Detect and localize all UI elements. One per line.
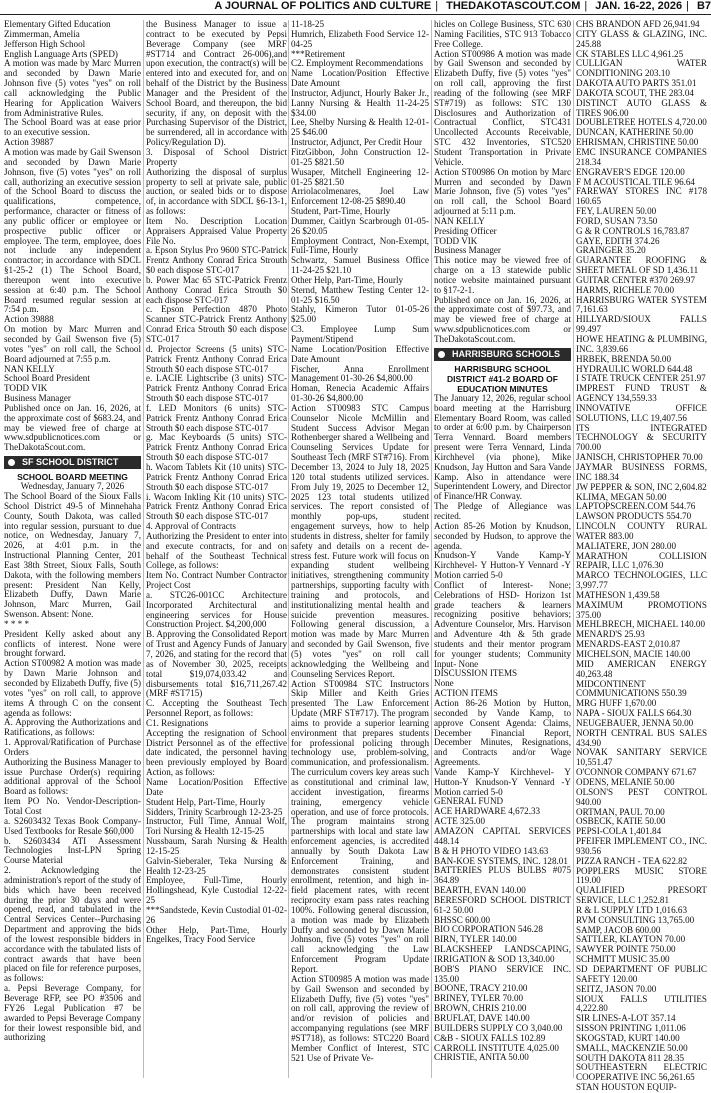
text-line: BRUFLAT, DAVE 140.00 bbox=[434, 1013, 530, 1023]
text-line: NAN KELLY bbox=[4, 363, 55, 374]
text-line: MID AMERICAN ENERGY 40,263.48 bbox=[576, 658, 707, 679]
column-3 bbox=[291, 20, 429, 1078]
text-line: SAMP, JACOB 600.00 bbox=[576, 924, 661, 935]
text-line: 1. Approval/Ratification of Purchase Orders bbox=[4, 737, 141, 757]
text-line: Instructor, Adjunct, Per Credit Hour bbox=[291, 137, 422, 148]
text-line: Sidders, Trinity Scarbrough 12-23-25 bbox=[146, 806, 283, 817]
text-line: HARRISBURG WATER SYSTEM 7,161.63 bbox=[576, 294, 707, 315]
text-line: PEPSI-COLA 1,401.84 bbox=[576, 826, 662, 837]
text-line: GUITAR CENTER #370 269.97 bbox=[576, 274, 695, 285]
text-line: The School Board of the Sioux Falls School District 49-5 of Minnehaha County, South Dakota, was called into regular session, pursuant to due notice, on Wednesday, January 7, 2026, at 4:01 p.m. in the Instructional Planning Center, 201 East 38th Street, Sioux Falls, South Dakota, with the following members present: President Nan Kelly, Elizabeth Duffy, Dawn Marie Johnson, Marc Murren, Gail Swenson. Absent: None. bbox=[4, 490, 141, 620]
text-line: The January 12, 2026, regular school board meeting at the Harrisburg Elementary Board Room, was called to order at 6:00 p.m. by Chairperson Terra Vennard. Board members present were Terra Vennard, Linda Kirchhevel (via phone), Mike Knudson, Jay Hutton and Sara Vande Kamp. Also in attendance were Superintendent Lowery, and Director of Finance/HR Conway. bbox=[434, 392, 571, 502]
text-line: SATTLER, KLAYTON 70.00 bbox=[576, 934, 686, 945]
text-line: Instructor, Full Time, Annual Wolf, Tori Nursing & Health 12-15-25 bbox=[146, 816, 287, 837]
page-number: B7 bbox=[696, 0, 711, 12]
column-1 bbox=[4, 20, 141, 1078]
text-line: a. Pepsi Beverage Company, for Beverage RFP, see PO #3506 and FY26 Legal Publication #7 be awarded to Pepsi Beverage Company for their lowest responsible bid, and authorizing bbox=[4, 983, 141, 1043]
text-line: Knudson-Y Vande Kamp-Y Kirchhevel- Y Hutton-Y Vennard -Y Motion carried 5-0 bbox=[434, 550, 571, 581]
text-line: Other Help, Part-Time, Hourly Engelkes, Tracy Food Service bbox=[146, 924, 287, 945]
text-line: CULLIGAN WATER CONDITIONING 203.10 bbox=[576, 58, 707, 79]
issue-date: JAN. 16-22, 2026 bbox=[595, 0, 683, 12]
text-line: Student, Part-Time, Hourly bbox=[291, 206, 391, 217]
text-line: a. STC26-001CC Architecture Incorporated Architectural and engineering services for House Construction Project. $4,200,000 bbox=[146, 589, 287, 630]
text-line: Vande Kamp-Y Kirchhevel- Y Hutton-Y Knudson-Y Vennard -Y Motion carried 5-0 bbox=[434, 766, 571, 797]
text-line: Elementary Gifted Education bbox=[4, 19, 111, 29]
text-line: HARMS, RICHELE 70.00 bbox=[576, 284, 675, 295]
text-line: CHS BRANDON AFD 26,941.94 bbox=[576, 19, 700, 29]
text-line: b. Power Mac 65 STC-Patrick Frentz Anthony Conrad Erica Strouth $0 each dispose STC-017 bbox=[146, 274, 287, 305]
column-divider bbox=[143, 20, 144, 1078]
text-line: ENGRAVER'S EDGE 120.00 bbox=[576, 166, 685, 177]
text-line: Homan, Renecia Academic Affairs 01-30-26 $4,800.00 bbox=[291, 383, 429, 404]
text-line: SD DEPARTMENT OF PUBLIC SAFETY 120.00 bbox=[576, 964, 707, 984]
text-line: PIZZA RANCH - TEA 622.82 bbox=[576, 855, 688, 866]
text-line: KLIMA, MEGAN 50.00 bbox=[576, 491, 667, 502]
text-line: CHRISTIE, ANITA 50.00 bbox=[434, 1052, 529, 1063]
text-line: a. Epson Stylus Pro 9600 STC-Patrick Frentz Anthony Conrad Erica Strouth $0 each dispose STC-017 bbox=[146, 245, 287, 276]
text-line: c. Epson Perfection 4870 Photo Scanner STC-Patrick Frentz Anthony Conrad Erica Strouth $0 each dispose STC-017 bbox=[146, 304, 287, 344]
text-line: FitzGibbon, John Construction 12-01-25 $821.50 bbox=[291, 146, 429, 167]
masthead: A JOURNAL OF POLITICS AND CULTURE | THEDAKOTASCOUT.COM | JAN. 16-22, 2026 | B7 bbox=[0, 0, 711, 15]
text-line: EHRISMAN, CHRISTINE 50.00 bbox=[576, 137, 699, 148]
text-line: the Business Manager to issue a contract to be executed by Pepsi Beverage Company (see MRF #ST714 and Contract 26-006),and upon execution, the contract(s) will be entered into and executed for, and on behalf of the District by the Business Manager and the President of the School Board, and thereupon, the bid security, if any, on deposit with the Purchasing Supervisor of the District, be surrendered, all in accordance with Policy/Regulation D). bbox=[146, 19, 287, 148]
text-line: SOUTHEASTERN ELECTRIC COOPERATIVE INC 56,261.65 bbox=[576, 1062, 707, 1083]
text-line: Conflict of Interest- None; Celebrations of HSD- Horizon 1st grade teachers & learners recognizing positive behaviors; Adventure Counselor, Mrs. Harvison and Adventure 4th & 5th grade students and their mentor program for younger students; Community Input- None bbox=[434, 579, 571, 669]
text-line: JW PEPPER & SON, INC 2,604.82 bbox=[576, 481, 707, 492]
text-line: OLSON'S PEST CONTROL 940.00 bbox=[576, 786, 707, 807]
text-line: d. Projector Screens (5 units) STC-Patrick Frentz Anthony Conrad Erica Strouth $0 each dispose STC-017 bbox=[146, 343, 287, 374]
text-line: 11-18-25 bbox=[291, 19, 325, 29]
text-line: INNOVATIVE OFFICE SOLUTIONS, LLC 19,407.56 bbox=[576, 402, 707, 423]
text-line: LINCOLN COUNTY RURAL WATER 883.00 bbox=[576, 521, 707, 541]
text-line: Zimmerman, Amelia bbox=[4, 28, 80, 39]
text-line: C. Accepting the Southeast Tech Personnel Report, as follows: bbox=[146, 698, 287, 719]
meeting-date: Wednesday, January 7, 2026 bbox=[20, 481, 125, 492]
text-line: English Language Arts (SPED) bbox=[4, 48, 118, 59]
text-line: G & R CONTROLS 16,783.87 bbox=[576, 225, 690, 236]
text-line: SMALL, MACKENZIE 50.00 bbox=[576, 1042, 688, 1053]
text-line: Action 85-26 Motion by Knudson, seconded by Hudson, to approve the agenda. bbox=[434, 520, 571, 551]
text-line: I STATE TRUCK CENTER 251.97 bbox=[576, 373, 706, 384]
text-line: Action 86-26 Motion by Hutton, seconded by Vande Kamp, to approve Consent Agenda: Claims, December Financial Report, December Minutes, Resignations, and Contracts and/or Wage Agreements. bbox=[434, 698, 571, 768]
meeting-title: SCHOOL BOARD MEETING bbox=[17, 472, 128, 483]
text-line: A motion was made by Gail Swenson and seconded by Dawn Marie Johnson, five (5) votes "yes" on roll call, authorizing an executive session of the School Board to discuss the qualifications, competence, performance, character or fitness of any public officer or employee or prospective public officer or employee. The term, employee, does not include any independent contractor; in accordance with SDCL §1-25-2 (1) The School Board, thereupon went into executive session at 6:40 p.m. The School Board resumed regular session at 7:54 p.m. bbox=[4, 146, 141, 315]
text-line: Sternd, Matthew Testing Center 12-01-25 $16.50 bbox=[291, 284, 429, 305]
text-line: Fischer, Anna Enrollment Management 01-30-26 $4,800.00 bbox=[291, 363, 429, 384]
text-line: DAKOTA SCOUT, THE 283.04 bbox=[576, 87, 694, 98]
text-line: EMC INSURANCE COMPANIES 218.34 bbox=[576, 146, 707, 167]
text-line: BERESFORD SCHOOL DISTRICT 61-2 50.00 bbox=[434, 894, 571, 915]
text-line: FAREWAY STORES INC #178 160.65 bbox=[576, 186, 707, 207]
text-line: DISCUSSION ITEMS bbox=[434, 668, 518, 679]
column-2 bbox=[146, 20, 287, 1078]
text-line: BOONE, TRACY 210.00 bbox=[434, 983, 528, 994]
text-line: BRINEY, TYLER 70.00 bbox=[434, 993, 524, 1004]
text-line: ITS INTEGRATED TECHNOLOGY & SECURITY 700.00 bbox=[576, 422, 707, 453]
text-line: Action ST00984 STC Instructors Skip Miller and Keith Gries presented The Law Enforcement Update (MRF ST#717). The program aims to provide a superior learning environment that prepares students for professional policing through technology use, problem-solving, communication, and professionalism. The curriculum covers key areas such as constitutional and criminal law, accident investigation, firearms training, emergency vehicle operation, and use of force protocols. The program maintains strong partnerships with local and state law enforcement agencies, is accredited annually by South Dakota Law Enforcement Training, and demonstrates consistent student enrollment, retention, and high in-field placement rates, with recent reciprocity exam pass rates reaching 100%. Following general discussion, a motion was made by Elizabeth Duffy and seconded by Dawn Marie Johnson, five (5) votes "yes" on roll call acknowledging the Law Enforcement Program Update Report. bbox=[291, 678, 429, 974]
text-line: GUARANTEE ROOFING & SHEET METAL OF SD 1,436.11 bbox=[576, 255, 707, 276]
text-line: NEUGEBAUER, JENNA 50.00 bbox=[576, 717, 694, 728]
text-line: Dummer, Caitlyn Scarbrough 01-05-26 $20.05 bbox=[291, 215, 429, 236]
text-line: h. Wacom Tablets Kit (10 units) STC-Patrick Frentz Anthony Conrad Erica Strouth $0 each dispose STC-017 bbox=[146, 461, 287, 492]
text-line: On motion by Marc Murren and seconded by Gail Swenson five (5) votes "yes" on roll call, the School Board adjourned at 7:55 p.m. bbox=[4, 324, 141, 364]
text-line: CK STABLES LLC 4,961.25 bbox=[576, 48, 684, 59]
text-line: GRAINGER 35.20 bbox=[576, 245, 646, 256]
text-line: NORTH CENTRAL BUS SALES 434.90 bbox=[576, 727, 707, 748]
text-line: B. Approving the Consolidated Report of Trust and Agency Funds of January 7, 2026, and stating for the record that as of November 30, 2025, receipts total $19,074,033.42 and disbursements total $16,711,267.42 (MRF #ST715) bbox=[146, 629, 287, 699]
text-line: TODD VIK bbox=[4, 383, 48, 394]
text-line: Name Location/Position Effective Date Amount bbox=[291, 343, 429, 364]
text-line: f. LED Monitors (6 units) STC-Patrick Frentz Anthony Conrad Erica Strouth $0 each dispose STC-017 bbox=[146, 402, 287, 433]
text-line: This notice may be viewed free of charge on a 13 statewide public notice website maintained pursuant to §17-2-1. bbox=[434, 255, 571, 295]
col3-text bbox=[291, 20, 429, 1063]
section-banner-harrisburg-schools: HARRISBURG SCHOOLS bbox=[434, 348, 571, 361]
text-line: F M ACOUSTICAL TILE 96.64 bbox=[576, 176, 695, 187]
text-line: Authorizing the Business Manager to issue Purchase Order(s) requiring additional approval of the School Board as follows: bbox=[4, 756, 141, 797]
text-line: JANISCH, CHRISTOPHER 70.00 bbox=[576, 452, 703, 463]
text-line: SCHMITT MUSIC 35.00 bbox=[576, 954, 670, 965]
publication-name: A JOURNAL OF POLITICS AND CULTURE bbox=[214, 0, 432, 12]
text-line: BIO CORPORATION 546.28 bbox=[434, 924, 543, 935]
text-line: ACE HARDWARE 4,672.33 bbox=[434, 806, 541, 817]
text-line: AMAZON CAPITAL SERVICES 448.14 bbox=[434, 825, 571, 846]
text-line: School Board President bbox=[4, 373, 90, 384]
text-line: Published once on Jan. 16, 2026, at the approximate cost of $97.73, and may be viewed free of charge at www.sdpublicnotices.com or TheDakotaScout.com. bbox=[434, 294, 571, 344]
text-line: MRG HUFF 1,670.00 bbox=[576, 698, 657, 709]
text-line: Student Help, Part-Time, Hourly bbox=[146, 796, 266, 807]
text-line: LAWSON PRODUCTS 554.70 bbox=[576, 511, 692, 522]
text-line: C1. Resignations bbox=[146, 717, 209, 728]
text-line: 3. Disposal of School District Property bbox=[146, 146, 287, 167]
text-line: SISSON PRINTING 1,011.06 bbox=[576, 1023, 686, 1034]
text-line: Galvin-Sieberaler, Teka Nursing & Health 12-23-25 bbox=[146, 855, 287, 876]
text-line: Name Location/Position Effective Date bbox=[146, 776, 287, 797]
text-line: ***Sandstede, Kevin Custodial 01-02-26 bbox=[146, 904, 287, 925]
text-line: Instructor, Adjunct, Hourly Baker Jr., Lanny Nursing & Health 11-24-25 $34.00 bbox=[291, 87, 429, 118]
text-line: Nussbaum, Sarah Nursing & Health 12-15-25 bbox=[146, 836, 287, 856]
text-line: Arriolacolmenares, Joel Law Enforcement 12-08-25 $890.40 bbox=[291, 186, 429, 207]
text-line: ACTE 325.00 bbox=[434, 816, 486, 827]
text-line: MAXIMUM PROMOTIONS 375.00 bbox=[576, 599, 707, 620]
text-line: SEITZ, JASON 70.00 bbox=[576, 983, 657, 994]
text-line: A motion was made by Marc Murren and seconded by Dawn Marie Johnson five (5) votes "yes" on roll call acknowledging the Public Hearing for Application Waivers from Administrative Rules. bbox=[4, 58, 141, 118]
site-url: THEDAKOTASCOUT.COM bbox=[446, 0, 581, 12]
text-line: Action ST00983 STC Campus Counselor Nicole McMillin and Student Success Advisor Megan Rothenberger shared a Wellbeing and Counseling Services Update for Southeast Tech (MRF ST#716). From December 13, 2024 to July 18, 2025 120 total students utilized services. From July 19, 2025 to December 12, 2025 123 total students utilized services. The report consisted of monthly pop-ups, student engagement surveys, how to help students in distress, shelter for family safety and details on a recent de-stress fest. Future work will focus on expanding student wellbeing initiatives, strengthening community partnerships, supporting faculty with training and protocols, and institutionalizing mental health and suicide prevention measures. Following general discussion, a motion was made by Marc Murren and seconded by Gail Swenson, five (5) votes "yes" on roll call acknowledging the Wellbeing and Counseling Services Report. bbox=[291, 402, 429, 679]
text-line: Business Manager bbox=[4, 393, 71, 404]
text-line: BATTERIES PLUS BULBS #075 364.89 bbox=[434, 865, 571, 886]
text-line: QUALIFIED PRESORT SERVICE, LLC 1,252.81 bbox=[576, 885, 707, 906]
text-line: Jefferson High School bbox=[4, 38, 86, 49]
text-line: MALIATERE, JON 280.00 bbox=[576, 540, 677, 551]
text-line: HILLYARD/SIOUX FALLS 99.497 bbox=[576, 314, 707, 335]
minutes-title: HARRISBURG SCHOOL DISTRICT #41-2 BOARD OF EDUCATION MINUTES bbox=[447, 363, 558, 394]
column-divider bbox=[288, 20, 289, 1078]
text-line: Employee, Full-Time, Hourly Hollingshead, Kyle Custodial 12-22-25 bbox=[146, 875, 287, 906]
text-line: BLACKSHEEP LANDSCAPING, IRRIGATION & SOD 13,340.00 bbox=[434, 944, 571, 964]
col1-text-b bbox=[4, 492, 141, 1043]
text-line: BEARTH, EVAN 140.00 bbox=[434, 885, 526, 896]
text-line: DOUBLETREE HOTELS 4,720.00 bbox=[576, 117, 707, 128]
col2-text bbox=[146, 20, 287, 945]
text-line: i. Wacom Inkling Kit (10 units) STC-Patrick Frentz Anthony Conrad Erica Strouth $0 each dispose STC-017 bbox=[146, 491, 287, 522]
text-line: BOB'S PIANO SERVICE INC. 135.00 bbox=[434, 963, 571, 984]
text-line: 2. Acknowledging the administration's report of the study of bids which have been received during the prior 30 days and were opened, read, and tabulated in the Central Services Center--Purchasing Department and approving the bids of the lowest responsible bidders in accordance with the tabulated lists of contract awards that have been placed on file for reference purposes, as follows: bbox=[4, 865, 141, 984]
text-line: 4. Approval of Contracts bbox=[146, 521, 236, 532]
text-line: NOVAK SANITARY SERVICE 10,551.47 bbox=[576, 747, 707, 768]
text-line: Presiding Officer bbox=[434, 225, 497, 236]
col5-text bbox=[576, 20, 707, 1093]
text-line: FORD, SUSAN 73.50 bbox=[576, 215, 658, 226]
text-line: MEHLBRECH, MICHAEL 140.00 bbox=[576, 619, 705, 630]
text-line: HRBEK, BRENDA 50.00 bbox=[576, 353, 671, 364]
text-line: NAPA - SIOUX FALLS 664.30 bbox=[576, 708, 692, 719]
section-banner-sf-school-district: SF SCHOOL DISTRICT bbox=[4, 456, 141, 469]
text-line: Stahly, Kimeron Tutor 01-05-26 $25.00 bbox=[291, 304, 429, 325]
text-line: MENARDS-EAST 2,010.87 bbox=[576, 639, 681, 650]
text-line: PFEIFER IMPLEMENT CO., INC. 930.56 bbox=[576, 836, 707, 856]
text-line: Published once on Jan. 16, 2026, at the approximate cost of $683.24, and may be viewed free of charge at www.sdpublicnotices.com or TheDakotaScout.com. bbox=[4, 402, 141, 453]
text-line: Name Location/Position Effective Date Amount bbox=[291, 68, 429, 89]
text-line: Schwartz, Samuel Business Office 11-24-25 $21.10 bbox=[291, 255, 429, 276]
text-line: Humrich, Elizabeth Food Service 12-04-25 bbox=[291, 28, 429, 49]
text-line: SIOUX FALLS UTILITIES 4,222.80 bbox=[576, 993, 707, 1014]
text-line: BROWN, CHRIS 210.00 bbox=[434, 1003, 527, 1014]
text-line: ORTMAN, PAUL 70.00 bbox=[576, 806, 665, 817]
text-line: HOWE HEATING & PLUMBING, INC. 3,839.66 bbox=[576, 334, 707, 354]
text-line: MENARD'S 25.93 bbox=[576, 629, 645, 640]
text-line: Wusaper, Mitchell Engineering 12-01-25 $821.50 bbox=[291, 166, 429, 187]
text-line: CARROLL INSTITUTE 4,025.00 bbox=[434, 1042, 559, 1053]
text-line: Business Manager bbox=[434, 245, 501, 256]
text-line: SKOGSTAD, KURT 140.00 bbox=[576, 1032, 680, 1043]
text-line: ACTION ITEMS bbox=[434, 688, 498, 699]
text-line: OSBECK, KATIE 50.00 bbox=[576, 816, 666, 827]
text-line: O'CONNOR COMPANY 671.67 bbox=[576, 767, 697, 778]
text-line: DISTINCT AUTO GLASS & TIRES 906.00 bbox=[576, 97, 707, 118]
text-line: President Kelly asked about any conflicts of interest. None were brought forward. bbox=[4, 628, 141, 659]
text-line: CITY GLASS & GLAZING, INC. 245.88 bbox=[576, 28, 707, 49]
text-line: C&B - SIOUX FALLS 102.89 bbox=[434, 1032, 546, 1043]
text-line: g. Mac Keyboards (5 units) STC-Patrick Frentz Anthony Conrad Erica Strouth $0 each dispose STC-017 bbox=[146, 432, 287, 463]
text-line: Authorizing the disposal of surplus property to sell at private sale, public auction, or sealed bids or to dispose of, in accordance with SDCL §6-13-1, as follows: bbox=[146, 166, 287, 217]
text-line: Accepting the resignation of School District Personnel as of the effective date indicated, the personnel having been previously employed by Board Action, as follows: bbox=[146, 727, 287, 778]
text-line: MIDCONTINENT COMMUNICATIONS 550.39 bbox=[576, 678, 687, 699]
col4-text-b bbox=[434, 394, 571, 1063]
text-line: GENERAL FUND bbox=[434, 796, 504, 807]
text-line: hicles on College Business, STC 630 Naming Facilities, STC 913 Tobacco Free College. bbox=[434, 19, 571, 49]
text-line: Action ST00986 A motion was made by Gail Swenson and seconded by Elizabeth Duffy, five (5) votes "yes" on roll call, approving the first reading of the following (see MRF ST#719) as follows: STC 130 Disclosures and Authorization of Contractual Conflict, STC431 Uncollected Accounts Receivable, STC 432 Inventories, STC520 Student Transportation in Private Vehicle. bbox=[434, 48, 571, 167]
text-line: SOUTH DAKOTA 811 28.35 bbox=[576, 1052, 685, 1063]
text-line: MARCO TECHNOLOGIES, LLC 3,997.77 bbox=[576, 570, 707, 591]
text-line: a. S2603432 Texas Book Company-Used Textbooks for Resale $60,000 bbox=[4, 815, 141, 836]
text-line: Action 39887 bbox=[4, 137, 54, 148]
text-line: MARATHON COLLISION REPAIR, LLC 1,076.30 bbox=[576, 550, 707, 571]
text-line: DUNCAN, KATHERINE 50.00 bbox=[576, 127, 694, 138]
text-line: Item No. Contract Number Contractor Project Cost bbox=[146, 570, 287, 591]
text-line: Item PO No. Vendor-Description-Total Cost bbox=[4, 796, 141, 816]
text-line: IMPREST FUND TRUST & AGENCY 134,559.33 bbox=[576, 383, 707, 404]
text-line: POPPLERS MUSIC STORE 119.00 bbox=[576, 865, 707, 886]
text-line: SIR LINES-A-LOT 357.14 bbox=[576, 1013, 676, 1024]
text-line: TODD VIK bbox=[434, 235, 478, 246]
text-line: b. S2603434 ATI Assessment Technologies Inst-LPN Spring Course Material bbox=[4, 835, 141, 866]
text-line: JAYMAR BUSINESS FORMS, INC 188.34 bbox=[576, 461, 707, 482]
text-line: BUILDERS SUPPLY CO 3,040.00 bbox=[434, 1022, 563, 1033]
text-line: Item No. Description Location Appraisers Appraised Value Property File No. bbox=[146, 215, 287, 246]
text-line: ODENS, MELANIE 50.00 bbox=[576, 776, 675, 787]
text-line: C3. Employee Lump Sum Payment/Stipend bbox=[291, 324, 429, 344]
text-line: The Pledge of Allegiance was recited. bbox=[434, 501, 571, 521]
text-line: GAYE, EDITH 374.26 bbox=[576, 235, 660, 246]
text-line: A. Approving the Authorizations and Ratifications, as follows: bbox=[4, 717, 141, 738]
text-line: BIRN, TYLER 140.00 bbox=[434, 934, 517, 945]
text-line: C2. Employment Recommendations bbox=[291, 58, 424, 69]
text-line: HYDRAULIC WORLD 644.48 bbox=[576, 363, 693, 374]
text-line: Authorizing the President to enter into and execute contracts, for and on behalf of the Southeast Technical College, as follows: bbox=[146, 530, 287, 571]
text-line: BHSSC 600.00 bbox=[434, 914, 491, 925]
text-line: R & L SUPPLY LTD 1,016.63 bbox=[576, 904, 688, 915]
text-line: Action ST00985 A motion was made by Gail Swenson and seconded by Elizabeth Duffy, five (5) votes "yes" on roll call, approving the review of and/or revision of policies and accompanying regulations (see MRF #ST718), as follows: STC220 Board Member Conflict of Interest, STC 521 Use of Private Ve- bbox=[291, 973, 429, 1063]
text-line: None bbox=[434, 678, 454, 689]
col4-text-a bbox=[434, 20, 571, 345]
text-line: RVM CONSULTING 13,765.00 bbox=[576, 914, 695, 925]
text-line: The School Board was at ease prior to an executive session. bbox=[4, 117, 141, 138]
text-line: * * * * bbox=[4, 618, 30, 629]
text-line: STAN HOUSTON EQUIP- bbox=[576, 1082, 677, 1093]
text-line: NAN KELLY bbox=[434, 215, 485, 226]
text-line: ***Retirement bbox=[291, 48, 346, 59]
text-line: Action 39888 bbox=[4, 314, 54, 325]
column-4 bbox=[434, 20, 571, 1078]
text-line: Other Help, Part-Time, Hourly bbox=[291, 274, 404, 285]
text-line: Lee, Shelby Nursing & Health 12-01-25 $46.00 bbox=[291, 117, 429, 138]
text-line: MICHELSON, MACIE 140.00 bbox=[576, 649, 691, 659]
col1-text-a bbox=[4, 20, 141, 453]
text-line: B & H PHOTO VIDEO 143.63 bbox=[434, 845, 549, 856]
text-line: BAN-KOE SYSTEMS, INC. 128.01 bbox=[434, 855, 568, 866]
text-line: FEY, LAUREN 50.00 bbox=[576, 206, 657, 217]
column-5 bbox=[576, 19, 707, 1093]
text-line: LAPTOPSCREEN.COM 544.76 bbox=[576, 501, 696, 512]
text-line: Action ST00982 A motion was made by Dawn Marie Johnson and seconded by Elizabeth Duffy, five (5) votes "yes" on roll call, to approve items A through C on the consent agenda as follows: bbox=[4, 658, 141, 718]
text-line: DAKOTA AUTO PARTS 351.01 bbox=[576, 78, 697, 89]
text-line: Employment Contract, Non-Exempt, Full-Time, Hourly bbox=[291, 235, 429, 256]
text-line: MATHESON 1,439.58 bbox=[576, 589, 660, 600]
column-divider bbox=[573, 20, 574, 1078]
column-divider bbox=[431, 20, 432, 1078]
text-line: Action ST00986 On motion by Marc Murren and seconded by Dawn Marie Johnson, five (5) votes "yes" on roll call, the School Board adjourned at 5:11 p.m. bbox=[434, 166, 571, 217]
text-line: e. LACIE Lightscribe (3 units) STC-Patrick Frentz Anthony Conrad Erica Strouth $0 each dispose STC-017 bbox=[146, 373, 287, 404]
text-line: SAWYER POINTE 750.00 bbox=[576, 944, 676, 955]
